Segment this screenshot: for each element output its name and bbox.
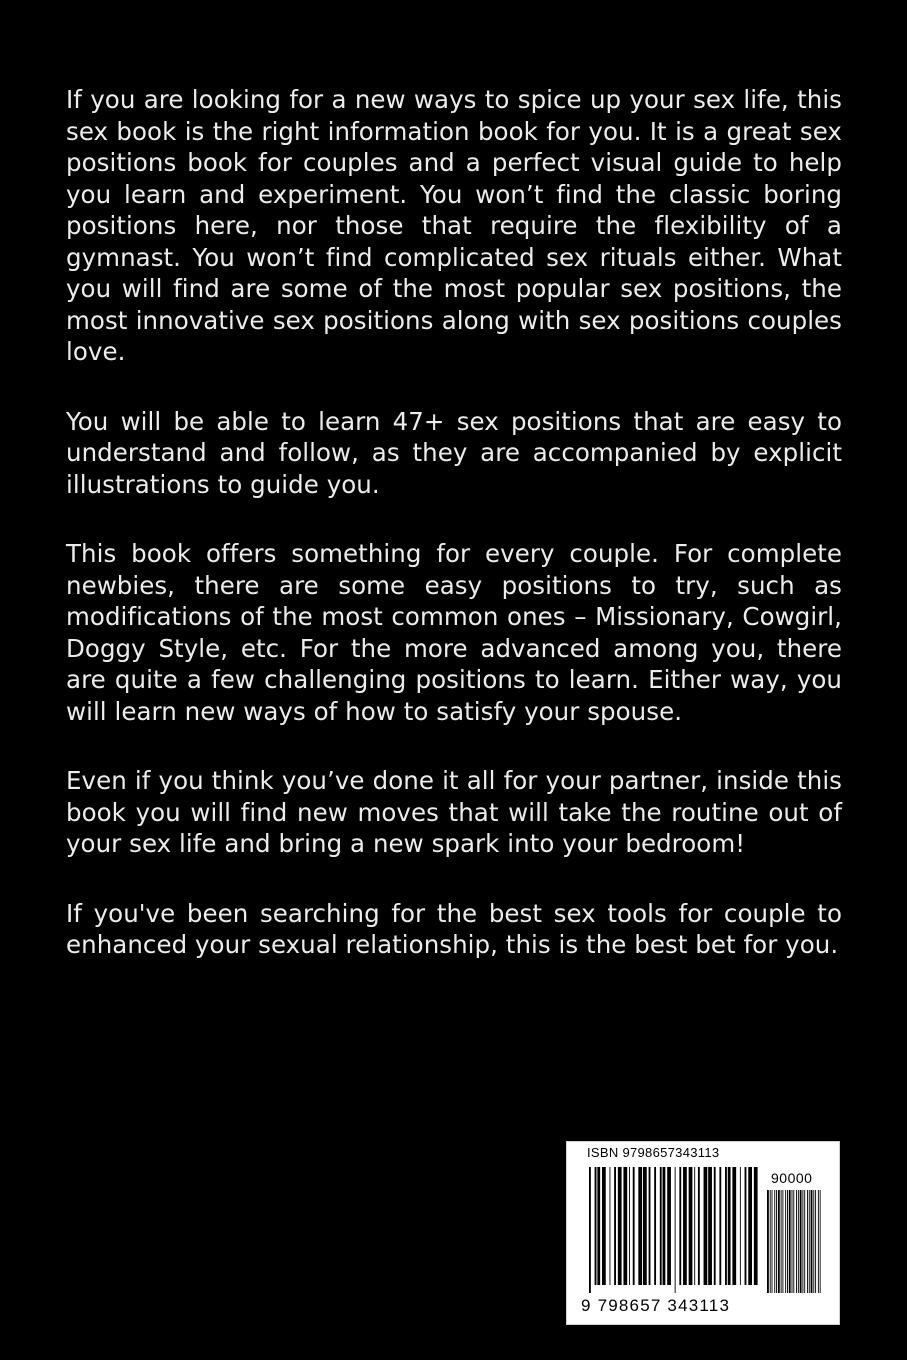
barcode-bar: [719, 1167, 721, 1285]
blurb-paragraph-5: If you've been searching for the best sex tools for couple to enhanced your sexual relationship, this is the best bet for you.: [66, 898, 842, 959]
blurb-text: [66, 84, 842, 999]
barcode-bar: [614, 1167, 616, 1285]
blurb-paragraph-3: This book offers something for every couple. For complete newbies, there are some easy positions to try, such as modifications of the most common ones – Missionary, Cowgirl, Doggy Style, etc. For the more advanced among you, there are quite a few challenging positions to learn. Either way, you will learn new ways of how to satisfy your spouse.: [66, 539, 842, 726]
barcode-bar: [610, 1167, 611, 1285]
barcode-bar: [798, 1190, 799, 1293]
barcode-bar: [667, 1167, 671, 1285]
barcode-bar: [643, 1167, 647, 1285]
barcode-bar: [732, 1167, 736, 1285]
barcode-digits: 9 798657 343113: [581, 1296, 731, 1315]
barcode-bar: [714, 1167, 716, 1285]
barcode-bar: [689, 1167, 693, 1285]
barcode-bar: [654, 1167, 656, 1285]
barcode-bar: [811, 1190, 813, 1293]
price-code: 90000: [771, 1170, 813, 1186]
barcode-bar: [589, 1167, 591, 1293]
barcode-bar: [748, 1167, 752, 1285]
barcode-bar: [776, 1190, 777, 1293]
barcode-bar: [789, 1190, 791, 1293]
barcode-bar: [774, 1190, 775, 1293]
barcode-bar: [804, 1190, 805, 1293]
barcode-bar: [675, 1167, 676, 1293]
barcode-bar: [796, 1190, 797, 1293]
barcode-bar: [663, 1167, 666, 1285]
barcode-bar: [754, 1167, 758, 1285]
barcode-bar: [602, 1167, 606, 1285]
barcode-bar: [809, 1190, 810, 1293]
barcode-bar: [813, 1190, 814, 1293]
blurb-paragraph-1: If you are looking for a new ways to spice up your sex life, this sex book is the right information book for you. It is a great sex positions book for couples and a perfect visual guide to help you learn and experiment. You won’t find the classic boring positions here, nor those that require the flexibility of a gymnast. You won’t find complicated sex rituals either. What you will find are some of the most popular sex positions, the most innovative sex positions along with sex positions couples love.: [66, 85, 842, 366]
barcode-bar: [820, 1190, 821, 1293]
barcode-bar: [772, 1190, 773, 1293]
barcode-bar: [708, 1167, 712, 1285]
barcode-bar: [683, 1167, 687, 1285]
barcode-bar: [633, 1167, 635, 1285]
barcode-bar: [694, 1167, 695, 1285]
barcode-bar: [698, 1167, 700, 1285]
barcode-bar: [660, 1167, 662, 1285]
barcode-bar: [781, 1190, 782, 1293]
addon-barcode-bars: [767, 1190, 821, 1293]
barcode-bar: [704, 1167, 708, 1285]
ean-barcode-bars: [589, 1167, 759, 1293]
barcode-bar: [597, 1167, 600, 1285]
barcode-bar: [785, 1190, 786, 1293]
isbn-barcode: [566, 1141, 840, 1325]
barcode-bar: [745, 1167, 747, 1285]
barcode-bar: [782, 1190, 783, 1293]
barcode-bar: [767, 1190, 769, 1293]
barcode-bar: [807, 1190, 808, 1293]
barcode-bar: [638, 1167, 642, 1285]
barcode-bar: [770, 1190, 771, 1293]
barcode-bar: [728, 1167, 731, 1285]
barcode-bar: [649, 1167, 651, 1285]
barcode-bar: [815, 1190, 816, 1293]
barcode-bar: [800, 1190, 802, 1293]
barcode-bar: [595, 1167, 597, 1285]
isbn-label: ISBN 9798657343113: [587, 1145, 720, 1160]
barcode-bar: [740, 1167, 741, 1285]
barcode-bar: [818, 1190, 819, 1293]
barcode-bar: [793, 1190, 794, 1293]
barcode-bar: [802, 1190, 803, 1293]
barcode-bar: [629, 1167, 630, 1285]
barcode-bar: [792, 1190, 793, 1293]
blurb-paragraph-2: You will be able to learn 47+ sex positions that are easy to understand and follow, as they are accompanied by explicit illustrations to guide you.: [66, 406, 842, 499]
barcode-bar: [679, 1167, 681, 1285]
blurb-paragraph-4: Even if you think you’ve done it all for your partner, inside this book you will find new moves that will take the routine out of your sex life and bring a new spark into your bedroom!: [66, 766, 842, 858]
barcode-bar: [623, 1167, 627, 1285]
barcode-bar: [787, 1190, 788, 1293]
barcode-bar: [618, 1167, 622, 1285]
barcode-bar: [725, 1167, 727, 1285]
barcode-bar: [778, 1190, 780, 1293]
